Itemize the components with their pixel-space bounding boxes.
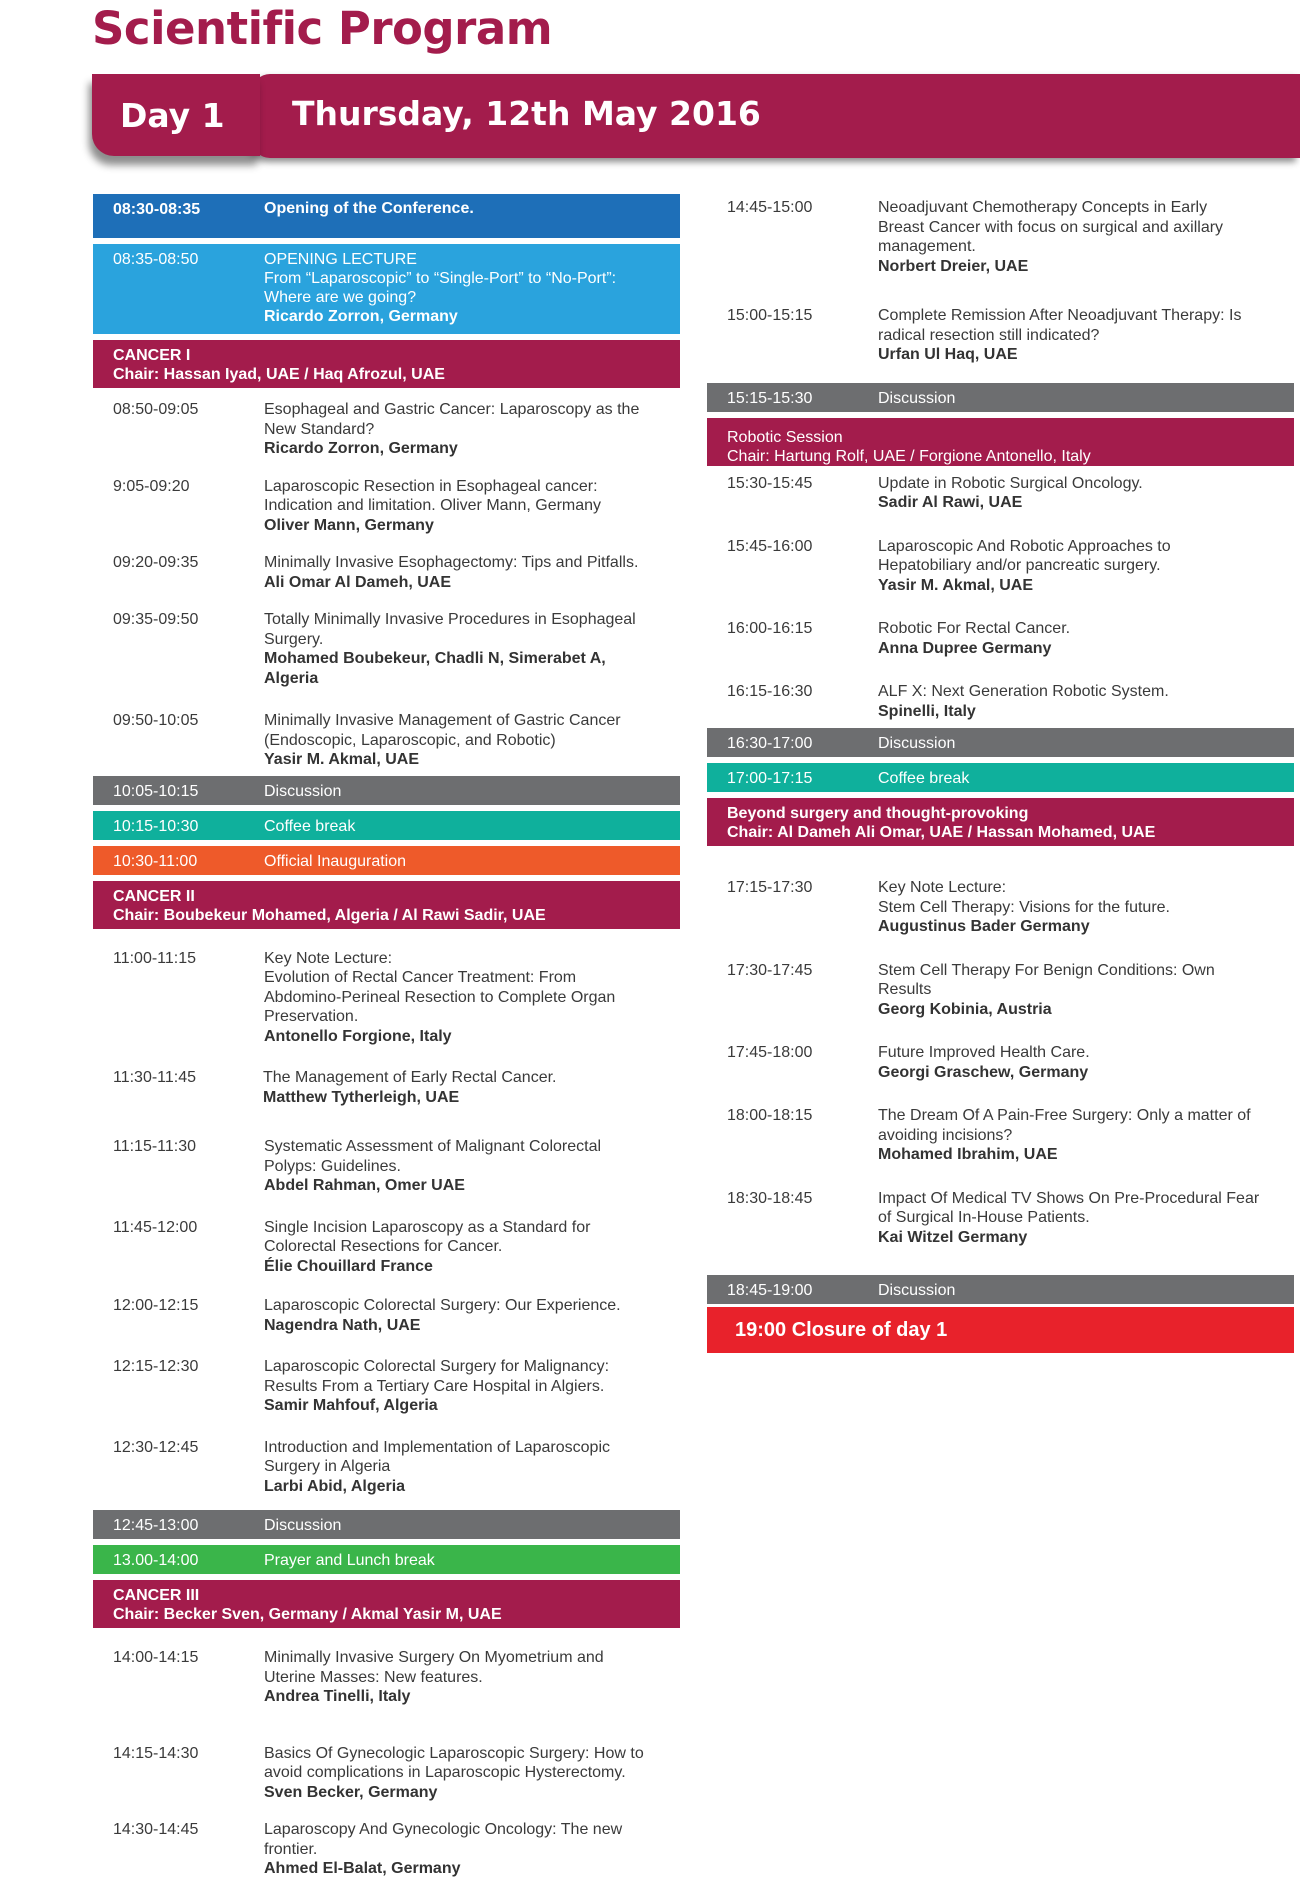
session-talks-robotic bbox=[707, 472, 1294, 722]
talk-title-line: Laparoscopic Colorectal Surgery: Our Experience. bbox=[264, 1297, 621, 1314]
talk-item bbox=[93, 477, 680, 536]
talk-time: 11:30-11:45 bbox=[113, 1069, 197, 1086]
talk-time: 14:15-14:30 bbox=[113, 1744, 199, 1762]
talk-speaker: Georg Kobinia, Austria bbox=[878, 1000, 1052, 1018]
talk-speaker: Yasir M. Akmal, UAE bbox=[264, 751, 420, 768]
talk-speaker: Norbert Dreier, UAE bbox=[878, 257, 1029, 275]
talk-speaker: Mohamed Boubekeur, Chadli N, Simerabet A, bbox=[264, 650, 606, 667]
talk-title-line: Systematic Assessment of Malignant Colorectal bbox=[264, 1138, 602, 1155]
slot-label: Discussion bbox=[878, 389, 956, 407]
talk-speaker: Abdel Rahman, Omer UAE bbox=[264, 1177, 465, 1194]
talk-item bbox=[93, 1820, 680, 1879]
closure-banner: 19:00 Closure of day 1 bbox=[707, 1307, 1294, 1353]
slot-label: Discussion bbox=[264, 1517, 342, 1534]
talk-time: 14:00-14:15 bbox=[113, 1649, 199, 1666]
slot-time: 18:45-19:00 bbox=[727, 1282, 813, 1299]
talk-time: 18:30-18:45 bbox=[727, 1189, 813, 1207]
talk-title-line: Minimally Invasive Surgery On Myometrium and bbox=[264, 1649, 604, 1666]
discussion-bar bbox=[707, 1275, 1294, 1304]
talk-title-line: Uterine Masses: New features. bbox=[264, 1668, 483, 1686]
talk-speaker: Larbi Abid, Algeria bbox=[264, 1477, 406, 1495]
talk-title-line: radical resection still indicated? bbox=[878, 326, 1100, 344]
schedule-right-column bbox=[707, 194, 1294, 1353]
talk-item bbox=[707, 1043, 1294, 1082]
discussion-bar bbox=[707, 383, 1294, 412]
talk-title-line: Surgery in Algeria bbox=[264, 1458, 391, 1475]
talk-title-line: avoiding incisions? bbox=[878, 1126, 1013, 1144]
session-title: Beyond surgery and thought-provoking bbox=[727, 805, 1029, 822]
talk-time: 12:15-12:30 bbox=[113, 1358, 199, 1375]
session-header-cancer-3 bbox=[93, 1580, 680, 1628]
slot-label: Coffee break bbox=[264, 817, 356, 835]
talk-item bbox=[707, 619, 1294, 658]
talk-item bbox=[707, 682, 1294, 721]
talk-time: 17:15-17:30 bbox=[727, 879, 813, 896]
slot-label: Opening of the Conference. bbox=[264, 200, 474, 217]
discussion-bar bbox=[93, 1510, 680, 1539]
talk-speaker: Georgi Graschew, Germany bbox=[878, 1063, 1089, 1081]
slot-label: Prayer and Lunch break bbox=[264, 1552, 435, 1569]
talk-speaker: Algeria bbox=[264, 669, 319, 687]
talk-speaker: Ricardo Zorron, Germany bbox=[264, 440, 458, 457]
opening-lecture-bar bbox=[93, 244, 680, 334]
talk-title-line: The Management of Early Rectal Cancer. bbox=[263, 1069, 557, 1086]
talk-item bbox=[707, 537, 1294, 596]
lecture-line: Where are we going? bbox=[264, 289, 417, 306]
talk-item bbox=[707, 878, 1294, 937]
talk-speaker: Nagendra Nath, UAE bbox=[264, 1316, 421, 1334]
talk-time: 15:30-15:45 bbox=[727, 474, 813, 492]
talk-speaker: Mohamed Ibrahim, UAE bbox=[878, 1146, 1058, 1163]
talk-time: 11:00-11:15 bbox=[113, 949, 197, 967]
talk-item bbox=[707, 1106, 1294, 1165]
slot-time: 08:30-08:35 bbox=[113, 201, 201, 218]
session-title: Robotic Session bbox=[727, 428, 843, 446]
talk-item bbox=[707, 961, 1294, 1020]
talk-title-line: Surgery. bbox=[264, 630, 324, 648]
slot-time: 15:15-15:30 bbox=[727, 389, 813, 407]
session-header-cancer-1 bbox=[93, 340, 680, 388]
session-chair: Chair: Becker Sven, Germany / Akmal Yasir M, UAE bbox=[113, 1606, 502, 1623]
talk-time: 9:05-09:20 bbox=[113, 477, 190, 495]
session-chair: Chair: Al Dameh Ali Omar, UAE / Hassan Mohamed, UAE bbox=[727, 824, 1156, 841]
talk-title-line: Hepatobiliary and/or pancreatic surgery. bbox=[878, 557, 1161, 574]
session-title: CANCER III bbox=[113, 1587, 200, 1604]
talk-item bbox=[93, 1744, 680, 1803]
talk-speaker: Andrea Tinelli, Italy bbox=[264, 1688, 411, 1705]
talk-time: 12:00-12:15 bbox=[113, 1297, 199, 1314]
talk-item bbox=[707, 1189, 1294, 1248]
talk-item bbox=[93, 610, 680, 688]
talk-time: 15:00-15:15 bbox=[727, 307, 813, 324]
slot-time: 17:00-17:15 bbox=[727, 770, 813, 787]
lecture-speaker: Ricardo Zorron, Germany bbox=[264, 308, 458, 325]
talk-speaker: Spinelli, Italy bbox=[878, 702, 976, 720]
talk-speaker: Antonello Forgione, Italy bbox=[264, 1027, 452, 1045]
talk-title-line: Stem Cell Therapy For Benign Conditions: Own bbox=[878, 961, 1215, 979]
talk-time: 12:30-12:45 bbox=[113, 1438, 199, 1456]
talk-title-line: Key Note Lecture: bbox=[264, 949, 393, 967]
slot-time: 16:30-17:00 bbox=[727, 735, 813, 752]
talk-time: 16:15-16:30 bbox=[727, 683, 813, 700]
talk-title-line: avoid complications in Laparoscopic Hysterectomy. bbox=[264, 1764, 626, 1781]
talk-speaker: Élie Chouillard France bbox=[264, 1257, 433, 1275]
talk-speaker: Ali Omar Al Dameh, UAE bbox=[264, 573, 452, 591]
session-chair: Chair: Hartung Rolf, UAE / Forgione Antonello, Italy bbox=[727, 447, 1091, 465]
talk-title-line: Minimally Invasive Esophagectomy: Tips and Pitfalls. bbox=[264, 554, 639, 571]
talk-title-line: New Standard? bbox=[264, 420, 375, 438]
talk-title-line: Laparoscopic And Robotic Approaches to bbox=[878, 537, 1171, 555]
day-date: Thursday, 12th May 2016 bbox=[292, 94, 761, 133]
talk-item bbox=[93, 1218, 680, 1277]
talk-speaker: Samir Mahfouf, Algeria bbox=[264, 1397, 438, 1414]
slot-label: Coffee break bbox=[878, 770, 970, 787]
talk-speaker: Sven Becker, Germany bbox=[264, 1783, 438, 1801]
session-talks-gyn-continued bbox=[707, 194, 1294, 365]
talk-item bbox=[93, 400, 680, 459]
session-talks-beyond-surgery bbox=[707, 852, 1294, 1247]
session-title: CANCER II bbox=[113, 887, 195, 905]
talk-title-line: Breast Cancer with focus on surgical and axillary bbox=[878, 218, 1224, 236]
talk-time: 11:45-12:00 bbox=[113, 1218, 198, 1236]
talk-time: 08:50-09:05 bbox=[113, 401, 199, 418]
talk-title-line: Minimally Invasive Management of Gastric Cancer bbox=[264, 712, 621, 729]
talk-title-line: Impact Of Medical TV Shows On Pre-Procedural Fear bbox=[878, 1189, 1260, 1207]
talk-title-line: Esophageal and Gastric Cancer: Laparoscopy as the bbox=[264, 401, 640, 418]
talk-title-line: management. bbox=[878, 238, 976, 255]
session-header-cancer-2 bbox=[93, 881, 680, 929]
talk-title-line: Indication and limitation. Oliver Mann, Germany bbox=[264, 497, 602, 514]
day-label: Day 1 bbox=[120, 96, 225, 135]
talk-title-line: Key Note Lecture: bbox=[878, 879, 1007, 896]
talk-speaker: Oliver Mann, Germany bbox=[264, 516, 434, 534]
talk-time: 11:15-11:30 bbox=[113, 1138, 197, 1155]
talk-title-line: Basics Of Gynecologic Laparoscopic Surgery: How to bbox=[264, 1744, 644, 1762]
talk-item bbox=[93, 1137, 680, 1196]
talk-speaker: Augustinus Bader Germany bbox=[878, 918, 1090, 935]
talk-speaker: Anna Dupree Germany bbox=[878, 639, 1052, 657]
talk-title-line: Results bbox=[878, 981, 932, 998]
talk-title-line: Laparoscopic Colorectal Surgery for Malignancy: bbox=[264, 1358, 610, 1375]
talk-item bbox=[93, 1296, 680, 1335]
talk-title-line: Single Incision Laparoscopy as a Standard for bbox=[264, 1218, 591, 1236]
talk-item bbox=[93, 1648, 680, 1707]
talk-title-line: Future Improved Health Care. bbox=[878, 1044, 1090, 1061]
session-talks-cancer-1 bbox=[93, 394, 680, 770]
talk-speaker: Sadir Al Rawi, UAE bbox=[878, 494, 1023, 511]
slot-time: 10:15-10:30 bbox=[113, 817, 199, 835]
talk-time: 14:45-15:00 bbox=[727, 199, 813, 216]
talk-title-line: Results From a Tertiary Care Hospital in Algiers. bbox=[264, 1377, 605, 1395]
talk-item bbox=[93, 1357, 680, 1416]
talk-title-line: Complete Remission After Neoadjuvant Therapy: Is bbox=[878, 307, 1242, 324]
session-chair: Chair: Hassan Iyad, UAE / Haq Afrozul, UAE bbox=[113, 366, 445, 383]
inauguration-bar bbox=[93, 846, 680, 875]
talk-title-line: Neoadjuvant Chemotherapy Concepts in Early bbox=[878, 199, 1208, 216]
talk-item bbox=[707, 474, 1294, 513]
talk-time: 14:30-14:45 bbox=[113, 1821, 199, 1838]
talk-time: 09:35-09:50 bbox=[113, 611, 199, 628]
slot-label: Discussion bbox=[878, 1282, 956, 1299]
talk-speaker: Urfan Ul Haq, UAE bbox=[878, 346, 1018, 363]
talk-item bbox=[93, 711, 680, 770]
coffee-break-bar bbox=[707, 763, 1294, 792]
slot-time: 10:05-10:15 bbox=[113, 782, 199, 800]
talk-item bbox=[707, 198, 1294, 276]
coffee-break-bar bbox=[93, 811, 680, 840]
talk-time: 18:00-18:15 bbox=[727, 1107, 813, 1124]
talk-title-line: frontier. bbox=[264, 1840, 318, 1858]
talk-title-line: Abdomino-Perineal Resection to Complete Organ bbox=[264, 988, 616, 1006]
talk-title-line: Stem Cell Therapy: Visions for the future. bbox=[878, 898, 1170, 916]
session-talks-cancer-3 bbox=[93, 1634, 680, 1879]
slot-label: Discussion bbox=[264, 782, 342, 800]
talk-title-line: Colorectal Resections for Cancer. bbox=[264, 1238, 503, 1255]
lecture-title: OPENING LECTURE bbox=[264, 251, 417, 268]
talk-item bbox=[93, 1068, 680, 1107]
session-title: CANCER I bbox=[113, 347, 191, 364]
talk-title-line: of Surgical In-House Patients. bbox=[878, 1209, 1090, 1226]
talk-speaker: Kai Witzel Germany bbox=[878, 1228, 1028, 1246]
session-chair: Chair: Boubekeur Mohamed, Algeria / Al Rawi Sadir, UAE bbox=[113, 906, 546, 924]
talk-time: 09:20-09:35 bbox=[113, 554, 199, 571]
talk-title-line: Laparoscopic Resection in Esophageal cancer: bbox=[264, 477, 598, 495]
talk-time: 09:50-10:05 bbox=[113, 712, 199, 729]
slot-time: 10:30-11:00 bbox=[113, 852, 198, 870]
talk-item bbox=[93, 1438, 680, 1497]
slot-time: 13.00-14:00 bbox=[113, 1552, 199, 1569]
talk-speaker: Ahmed El-Balat, Germany bbox=[264, 1860, 461, 1877]
discussion-bar bbox=[707, 728, 1294, 757]
talk-title-line: Introduction and Implementation of Laparoscopic bbox=[264, 1438, 610, 1456]
page-title: Scientific Program bbox=[92, 2, 553, 55]
talk-time: 16:00-16:15 bbox=[727, 620, 813, 637]
talk-time: 17:30-17:45 bbox=[727, 961, 813, 979]
talk-time: 15:45-16:00 bbox=[727, 537, 813, 555]
schedule-left-column bbox=[93, 194, 680, 1879]
talk-item bbox=[93, 553, 680, 592]
session-header-robotic bbox=[707, 418, 1294, 466]
slot-time: 12:45-13:00 bbox=[113, 1517, 199, 1534]
talk-title-line: Evolution of Rectal Cancer Treatment: From bbox=[264, 969, 577, 986]
talk-time: 17:45-18:00 bbox=[727, 1044, 813, 1061]
talk-title-line: Laparoscopy And Gynecologic Oncology: The new bbox=[264, 1821, 623, 1838]
discussion-bar bbox=[93, 776, 680, 805]
slot-label: Discussion bbox=[878, 735, 956, 752]
talk-title-line: (Endoscopic, Laparoscopic, and Robotic) bbox=[264, 731, 556, 749]
talk-title-line: Preservation. bbox=[264, 1008, 359, 1025]
talk-title-line: The Dream Of A Pain-Free Surgery: Only a matter of bbox=[878, 1107, 1251, 1124]
slot-time: 08:35-08:50 bbox=[113, 251, 199, 268]
talk-title-line: Polyps: Guidelines. bbox=[264, 1157, 401, 1175]
talk-item bbox=[707, 306, 1294, 365]
lecture-line: From “Laparoscopic” to “Single-Port” to “No-Port”: bbox=[264, 270, 617, 287]
talk-speaker: Matthew Tytherleigh, UAE bbox=[263, 1088, 460, 1106]
talk-item bbox=[93, 949, 680, 1047]
talk-title-line: Totally Minimally Invasive Procedures in Esophageal bbox=[264, 611, 636, 628]
talk-speaker: Yasir M. Akmal, UAE bbox=[878, 576, 1034, 594]
talk-title-line: ALF X: Next Generation Robotic System. bbox=[878, 683, 1169, 700]
lunch-break-bar bbox=[93, 1545, 680, 1574]
session-header-beyond-surgery bbox=[707, 798, 1294, 846]
session-talks-cancer-2 bbox=[93, 935, 680, 1497]
opening-bar bbox=[93, 194, 680, 238]
talk-title-line: Robotic For Rectal Cancer. bbox=[878, 620, 1071, 637]
slot-label: Official Inauguration bbox=[264, 852, 407, 870]
talk-title-line: Update in Robotic Surgical Oncology. bbox=[878, 474, 1143, 492]
